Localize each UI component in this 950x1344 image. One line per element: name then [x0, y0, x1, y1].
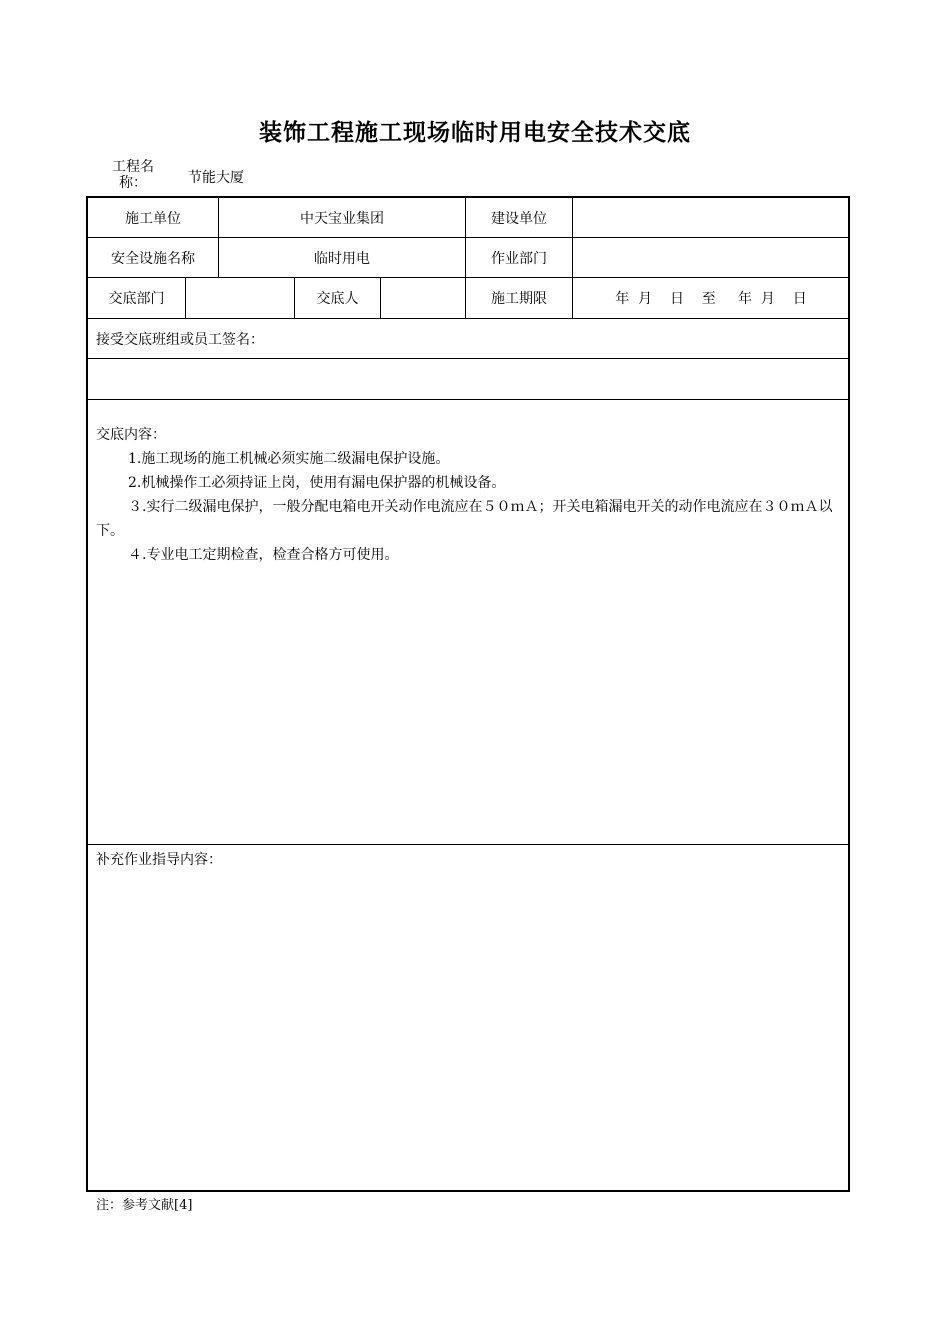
row-divider — [87, 399, 849, 400]
work-dept-value — [573, 238, 849, 277]
facility-name-value: 临时用电 — [314, 250, 370, 267]
briefing-dept-value — [186, 278, 294, 318]
briefer-value — [381, 278, 465, 318]
row-divider — [87, 358, 849, 359]
briefer-label: 交底人 — [316, 291, 359, 307]
period-value: 年 月 日 至 年 月 日 — [615, 291, 807, 307]
row-divider — [87, 844, 849, 845]
content-item: 1.施工现场的施工机械必须实施二级漏电保护设施。 — [128, 451, 450, 467]
supplement-label: 补充作业指导内容： — [96, 852, 222, 868]
content-item: ４.专业电工定期检查，检查合格方可使用。 — [128, 547, 399, 563]
content-item: 2.机械操作工必须持证上岗，使用有漏电保护器的机械设备。 — [128, 475, 506, 491]
footnote: 注：参考文献[4] — [96, 1198, 193, 1213]
content-label: 交底内容： — [96, 427, 166, 443]
signature-label: 接受交底班组或员工签名： — [96, 331, 264, 348]
owner-unit-value — [573, 198, 849, 237]
construction-unit-value: 中天宝业集团 — [300, 210, 384, 227]
briefing-dept-label: 交底部门 — [108, 291, 165, 307]
work-dept-label: 作业部门 — [491, 250, 547, 267]
briefing-content — [96, 423, 844, 567]
project-name-label: 工程名称： — [112, 159, 154, 191]
owner-unit-label: 建设单位 — [491, 210, 547, 227]
content-item: ３.实行二级漏电保护，一般分配电箱电开关动作电流应在５０ｍＡ；开关电箱漏电开关的动作电流应在３０ｍＡ以下。 — [96, 499, 833, 539]
facility-name-label: 安全设施名称 — [111, 250, 195, 267]
construction-unit-label: 施工单位 — [125, 210, 181, 227]
period-label: 施工期限 — [491, 291, 547, 307]
page-title: 装饰工程施工现场临时用电安全技术交底 — [259, 120, 691, 146]
project-name-value: 节能大厦 — [188, 170, 244, 186]
